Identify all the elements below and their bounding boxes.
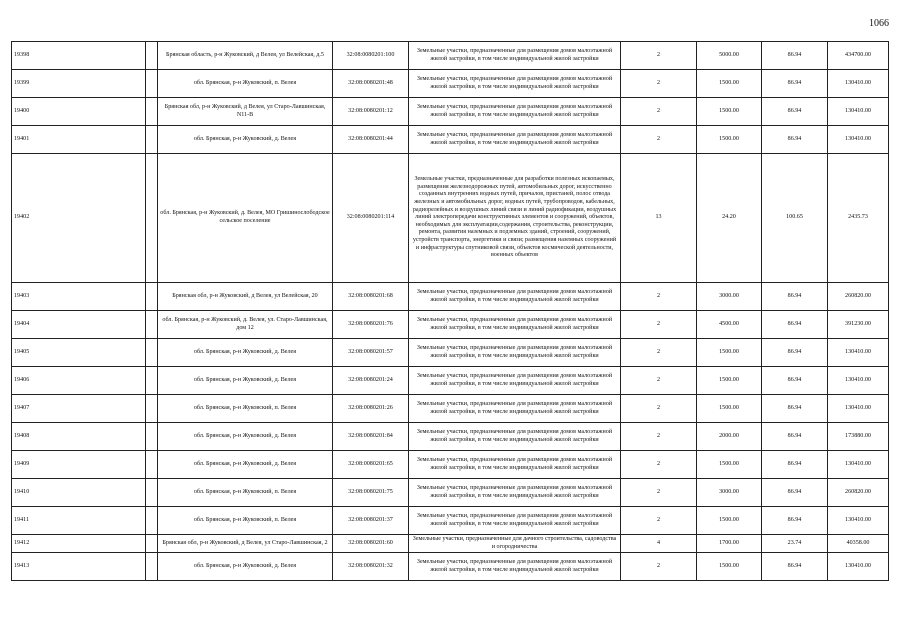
area-cell: 1500.00	[697, 126, 762, 154]
row-number-cell: 19411	[12, 507, 146, 535]
table-row	[12, 553, 889, 581]
category-cell: 13	[621, 154, 697, 283]
area-cell: 1500.00	[697, 507, 762, 535]
specific-value-cell: 86.94	[762, 42, 828, 70]
area-cell: 1500.00	[697, 451, 762, 479]
cadastral-number-cell: 32:08:0080201:84	[333, 423, 409, 451]
address-cell: обл. Брянская, р-н Жуковский, д. Велея	[158, 126, 333, 154]
blank-cell	[146, 479, 158, 507]
row-number-cell: 19404	[12, 311, 146, 339]
specific-value-cell: 86.94	[762, 423, 828, 451]
permitted-use-cell: Земельные участки, предназначенные для размещения домов малоэтажной жилой застройки, в том числе индивидуальной жилой застройки	[409, 395, 621, 423]
table-row	[12, 535, 889, 553]
area-cell: 24.20	[697, 154, 762, 283]
table-row	[12, 395, 889, 423]
area-cell: 2000.00	[697, 423, 762, 451]
category-cell: 2	[621, 507, 697, 535]
blank-cell	[146, 395, 158, 423]
area-cell: 1500.00	[697, 367, 762, 395]
cadastral-number-cell: 32:08:0080201:26	[333, 395, 409, 423]
cadastral-value-cell: 391230.00	[828, 311, 889, 339]
area-cell: 1500.00	[697, 553, 762, 581]
specific-value-cell: 86.94	[762, 451, 828, 479]
blank-cell	[146, 553, 158, 581]
permitted-use-cell: Земельные участки, предназначенные для размещения домов малоэтажной жилой застройки, в том числе индивидуальной жилой застройки	[409, 507, 621, 535]
blank-cell	[146, 126, 158, 154]
cadastral-value-cell: 130410.00	[828, 367, 889, 395]
permitted-use-cell: Земельные участки, предназначенные для размещения домов малоэтажной жилой застройки, в том числе индивидуальной жилой застройки	[409, 42, 621, 70]
table-row	[12, 42, 889, 70]
row-number-cell: 19401	[12, 126, 146, 154]
cadastral-value-cell: 130410.00	[828, 451, 889, 479]
cadastral-value-cell: 130410.00	[828, 126, 889, 154]
area-cell: 1500.00	[697, 339, 762, 367]
row-number-cell: 19399	[12, 70, 146, 98]
row-number-cell: 19402	[12, 154, 146, 283]
cadastral-value-cell: 173880.00	[828, 423, 889, 451]
cadastral-number-cell: 32:08:0080201:48	[333, 70, 409, 98]
table-row	[12, 283, 889, 311]
category-cell: 2	[621, 367, 697, 395]
row-number-cell: 19412	[12, 535, 146, 553]
specific-value-cell: 86.94	[762, 479, 828, 507]
blank-cell	[146, 70, 158, 98]
address-cell: Брянская обл, р-н Жуковский, д Велея, ул Старо-Лавшинская, 2	[158, 535, 333, 553]
table-row	[12, 451, 889, 479]
table-row	[12, 507, 889, 535]
area-cell: 1700.00	[697, 535, 762, 553]
page-number: 1066	[869, 18, 889, 29]
cadastral-value-cell: 130410.00	[828, 395, 889, 423]
table-row	[12, 126, 889, 154]
cadastral-number-cell: 32:08:0080201:32	[333, 553, 409, 581]
category-cell: 2	[621, 553, 697, 581]
table-row	[12, 70, 889, 98]
blank-cell	[146, 98, 158, 126]
specific-value-cell: 86.94	[762, 98, 828, 126]
cadastral-value-cell: 434700.00	[828, 42, 889, 70]
row-number-cell: 19409	[12, 451, 146, 479]
cadastral-value-cell: 130410.00	[828, 70, 889, 98]
table-row	[12, 311, 889, 339]
blank-cell	[146, 154, 158, 283]
blank-cell	[146, 507, 158, 535]
address-cell: обл. Брянская, р-н Жуковский, п. Велея	[158, 395, 333, 423]
row-number-cell: 19407	[12, 395, 146, 423]
category-cell: 2	[621, 70, 697, 98]
permitted-use-cell: Земельные участки, предназначенные для разработки полезных ископаемых, размещения железнодорожных путей, автомобильных дорог, искусственно созданных внутренних водных путей, причалов, пристаней, полос отвода железных и автомобильных дорог, водных путей, трубопроводов, кабельных, радиорелейных и воздушных линий связи и линий радиофикации, воздушных линий электропередачи конструктивных элементов и сооружений, объектов, необходимых для эксплуатации,содержания, строительства, реконструкции, ремонта, развития наземных и подземных зданий, строений, сооружений, устройств транспорта, энергетики и связи; размещения наземных сооружений и инфраструктуры спутниковой связи, объектов космической деятельности, военных объектов	[409, 154, 621, 283]
table-body	[12, 42, 889, 581]
permitted-use-cell: Земельные участки, предназначенные для размещения домов малоэтажной жилой застройки, в том числе индивидуальной жилой застройки	[409, 98, 621, 126]
address-cell: обл. Брянская, р-н Жуковский, п. Велея	[158, 507, 333, 535]
cadastral-value-cell: 260820.00	[828, 283, 889, 311]
cadastral-value-cell: 130410.00	[828, 98, 889, 126]
table-row	[12, 367, 889, 395]
table-row	[12, 154, 889, 283]
cadastral-number-cell: 32:08:0080201:44	[333, 126, 409, 154]
cadastral-value-cell: 130410.00	[828, 339, 889, 367]
area-cell: 5000.00	[697, 42, 762, 70]
specific-value-cell: 86.94	[762, 507, 828, 535]
address-cell: обл. Брянская, р-н Жуковский, д. Велея	[158, 339, 333, 367]
address-cell: обл. Брянская, р-н Жуковский, п. Велея	[158, 70, 333, 98]
cadastral-number-cell: 32:08:0080201:24	[333, 367, 409, 395]
category-cell: 2	[621, 479, 697, 507]
table-row	[12, 423, 889, 451]
address-cell: обл. Брянская, р-н Жуковский, д. Велея	[158, 367, 333, 395]
permitted-use-cell: Земельные участки, предназначенные для размещения домов малоэтажной жилой застройки, в том числе индивидуальной жилой застройки	[409, 311, 621, 339]
cadastral-value-table	[11, 41, 889, 581]
permitted-use-cell: Земельные участки, предназначенные для размещения домов малоэтажной жилой застройки, в том числе индивидуальной жилой застройки	[409, 553, 621, 581]
permitted-use-cell: Земельные участки, предназначенные для размещения домов малоэтажной жилой застройки, в том числе индивидуальной жилой застройки	[409, 126, 621, 154]
specific-value-cell: 86.94	[762, 70, 828, 98]
permitted-use-cell: Земельные участки, предназначенные для дачного строительства, садоводства и огородничества	[409, 535, 621, 553]
blank-cell	[146, 423, 158, 451]
address-cell: обл. Брянская, р-н Жуковский, д. Велея, ул. Старо-Лавшинская, дом 12	[158, 311, 333, 339]
cadastral-number-cell: 32:08:0080201:57	[333, 339, 409, 367]
address-cell: Брянская область, р-н Жуковский, д Велея, ул Велейская, д.5	[158, 42, 333, 70]
permitted-use-cell: Земельные участки, предназначенные для размещения домов малоэтажной жилой застройки, в том числе индивидуальной жилой застройки	[409, 70, 621, 98]
row-number-cell: 19403	[12, 283, 146, 311]
area-cell: 4500.00	[697, 311, 762, 339]
row-number-cell: 19406	[12, 367, 146, 395]
specific-value-cell: 86.94	[762, 126, 828, 154]
table-row	[12, 98, 889, 126]
specific-value-cell: 86.94	[762, 311, 828, 339]
permitted-use-cell: Земельные участки, предназначенные для размещения домов малоэтажной жилой застройки, в том числе индивидуальной жилой застройки	[409, 339, 621, 367]
cadastral-value-cell: 40358.00	[828, 535, 889, 553]
category-cell: 2	[621, 423, 697, 451]
permitted-use-cell: Земельные участки, предназначенные для размещения домов малоэтажной жилой застройки, в том числе индивидуальной жилой застройки	[409, 283, 621, 311]
cadastral-value-cell: 130410.00	[828, 507, 889, 535]
blank-cell	[146, 283, 158, 311]
address-cell: Брянская обл, р-н Жуковский, д Велея, ул Велейская, 20	[158, 283, 333, 311]
category-cell: 2	[621, 98, 697, 126]
address-cell: обл. Брянская, р-н Жуковский, д. Велея, МО Гришинослободское сельское поселение	[158, 154, 333, 283]
row-number-cell: 19400	[12, 98, 146, 126]
cadastral-number-cell: 32:08:0080201:75	[333, 479, 409, 507]
area-cell: 1500.00	[697, 98, 762, 126]
category-cell: 2	[621, 451, 697, 479]
cadastral-number-cell: 32:08:0080201:114	[333, 154, 409, 283]
specific-value-cell: 23.74	[762, 535, 828, 553]
specific-value-cell: 86.94	[762, 553, 828, 581]
permitted-use-cell: Земельные участки, предназначенные для размещения домов малоэтажной жилой застройки, в том числе индивидуальной жилой застройки	[409, 479, 621, 507]
category-cell: 2	[621, 126, 697, 154]
cadastral-number-cell: 32:08:0080201:76	[333, 311, 409, 339]
row-number-cell: 19398	[12, 42, 146, 70]
category-cell: 2	[621, 42, 697, 70]
category-cell: 2	[621, 283, 697, 311]
blank-cell	[146, 367, 158, 395]
area-cell: 3000.00	[697, 283, 762, 311]
row-number-cell: 19410	[12, 479, 146, 507]
cadastral-number-cell: 32:08:0080201:12	[333, 98, 409, 126]
area-cell: 1500.00	[697, 395, 762, 423]
row-number-cell: 19413	[12, 553, 146, 581]
table-row	[12, 479, 889, 507]
permitted-use-cell: Земельные участки, предназначенные для размещения домов малоэтажной жилой застройки, в том числе индивидуальной жилой застройки	[409, 367, 621, 395]
category-cell: 2	[621, 395, 697, 423]
specific-value-cell: 86.94	[762, 367, 828, 395]
specific-value-cell: 86.94	[762, 395, 828, 423]
cadastral-number-cell: 32:08:0080201:100	[333, 42, 409, 70]
cadastral-number-cell: 32:08:0080201:68	[333, 283, 409, 311]
row-number-cell: 19408	[12, 423, 146, 451]
cadastral-value-cell: 130410.00	[828, 553, 889, 581]
category-cell: 2	[621, 311, 697, 339]
specific-value-cell: 86.94	[762, 339, 828, 367]
category-cell: 2	[621, 339, 697, 367]
permitted-use-cell: Земельные участки, предназначенные для размещения домов малоэтажной жилой застройки, в том числе индивидуальной жилой застройки	[409, 451, 621, 479]
address-cell: Брянская обл, р-н Жуковский, д Велея, ул Старо-Лавшинская, N11-В	[158, 98, 333, 126]
address-cell: обл. Брянская, р-н Жуковский, д. Велея	[158, 451, 333, 479]
cadastral-value-cell: 2435.73	[828, 154, 889, 283]
blank-cell	[146, 451, 158, 479]
blank-cell	[146, 42, 158, 70]
cadastral-number-cell: 32:08:0080201:65	[333, 451, 409, 479]
table-row	[12, 339, 889, 367]
category-cell: 4	[621, 535, 697, 553]
specific-value-cell: 100.65	[762, 154, 828, 283]
address-cell: обл. Брянская, р-н Жуковский, п. Велея	[158, 479, 333, 507]
address-cell: обл. Брянская, р-н Жуковский, д. Велея	[158, 423, 333, 451]
area-cell: 3000.00	[697, 479, 762, 507]
permitted-use-cell: Земельные участки, предназначенные для размещения домов малоэтажной жилой застройки, в том числе индивидуальной жилой застройки	[409, 423, 621, 451]
blank-cell	[146, 339, 158, 367]
area-cell: 1500.00	[697, 70, 762, 98]
blank-cell	[146, 311, 158, 339]
cadastral-number-cell: 32:08:0080201:37	[333, 507, 409, 535]
row-number-cell: 19405	[12, 339, 146, 367]
specific-value-cell: 86.94	[762, 283, 828, 311]
address-cell: обл. Брянская, р-н Жуковский, д. Велея	[158, 553, 333, 581]
cadastral-number-cell: 32:08:0080201:60	[333, 535, 409, 553]
blank-cell	[146, 535, 158, 553]
cadastral-value-cell: 260820.00	[828, 479, 889, 507]
